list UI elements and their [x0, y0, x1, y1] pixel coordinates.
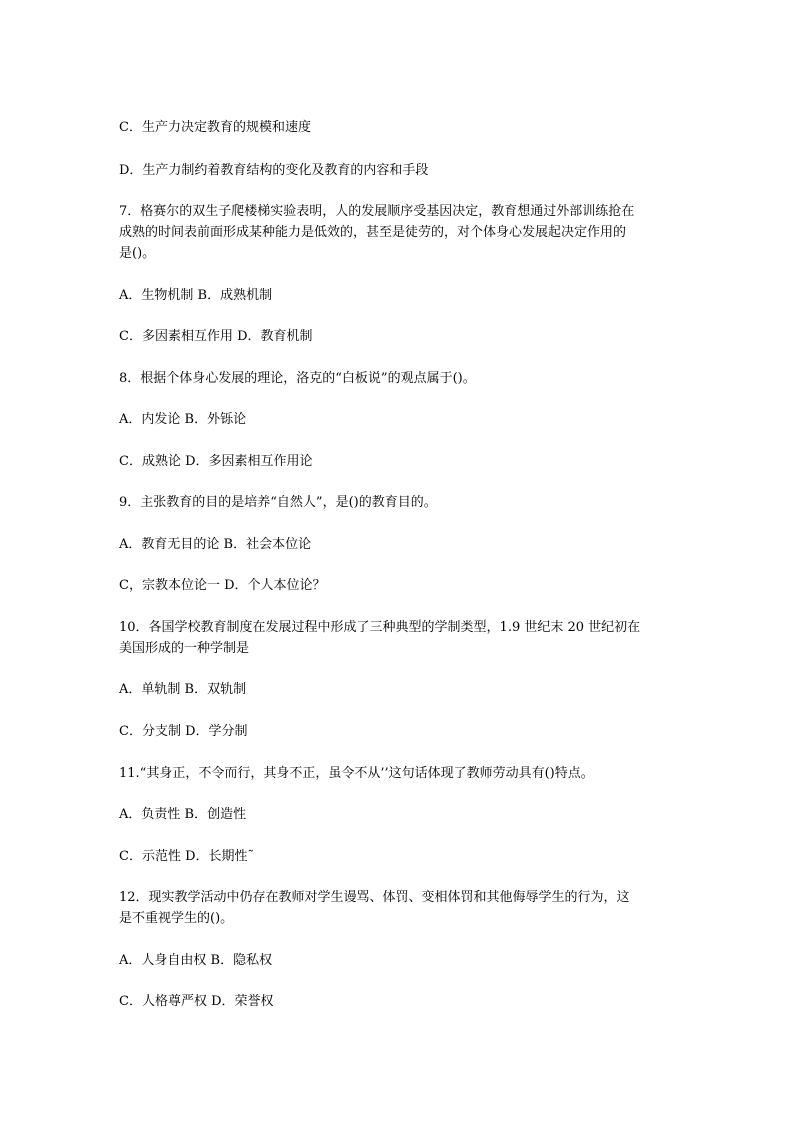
- option-line: C．示范性 D．长期性˜: [119, 849, 255, 864]
- option-line: A．人身自由权 B．隐私权: [119, 953, 273, 968]
- question-8: 8．根据个体身心发展的理论，洛克的“白板说”的观点属于()。: [119, 371, 476, 386]
- option-line: C．人格尊严权 D．荣誉权: [119, 994, 274, 1009]
- question-10-line-2: 美国形成的一种学制是: [119, 641, 250, 656]
- question-9: 9．主张教育的目的是培养“自然人”，是()的教育目的。: [119, 495, 437, 510]
- question-7-line-2: 成熟的时间表前面形成某种能力是低效的，甚至是徒劳的，对个体身心发展起决定作用的: [119, 225, 627, 240]
- option-line: A．单轨制 B．双轨制: [119, 682, 247, 697]
- option-line: A．内发论 B．外铄论: [119, 412, 247, 427]
- question-12-line-2: 是不重视学生的()。: [119, 911, 234, 926]
- option-line: C．生产力决定教育的规模和速度: [119, 120, 311, 135]
- option-line: C．成熟论 D．多因素相互作用论: [119, 454, 313, 469]
- question-12-line-1: 12．现实教学活动中仍存在教师对学生谩骂、体罚、变相体罚和其他侮辱学生的行为，这: [119, 890, 630, 905]
- option-line: A．负责性 B．创造性: [119, 807, 247, 822]
- question-10-line-1: 10．各国学校教育制度在发展过程中形成了三种典型的学制类型，1.9 世纪末 20 世纪初在: [119, 620, 641, 635]
- option-line: A．教育无目的论 B．社会本位论: [119, 537, 312, 552]
- option-line: C，宗教本位论一 D．个人本位论？: [119, 578, 326, 593]
- option-line: C．分支制 D．学分制: [119, 724, 248, 739]
- question-7-line-1: 7．格赛尔的双生子爬楼梯实验表明，人的发展顺序受基因决定，教育想通过外部训练抢在: [119, 204, 635, 219]
- option-line: D．生产力制约着教育结构的变化及教育的内容和手段: [119, 163, 429, 178]
- option-line: A．生物机制 B．成熟机制: [119, 288, 273, 303]
- question-7-line-3: 是()。: [119, 246, 156, 261]
- question-11: 11.“其身正，不令而行，其身不正，虽令不从’’这句话体现了教师劳动具有()特点。: [119, 766, 594, 781]
- option-line: C．多因素相互作用 D．教育机制: [119, 329, 313, 344]
